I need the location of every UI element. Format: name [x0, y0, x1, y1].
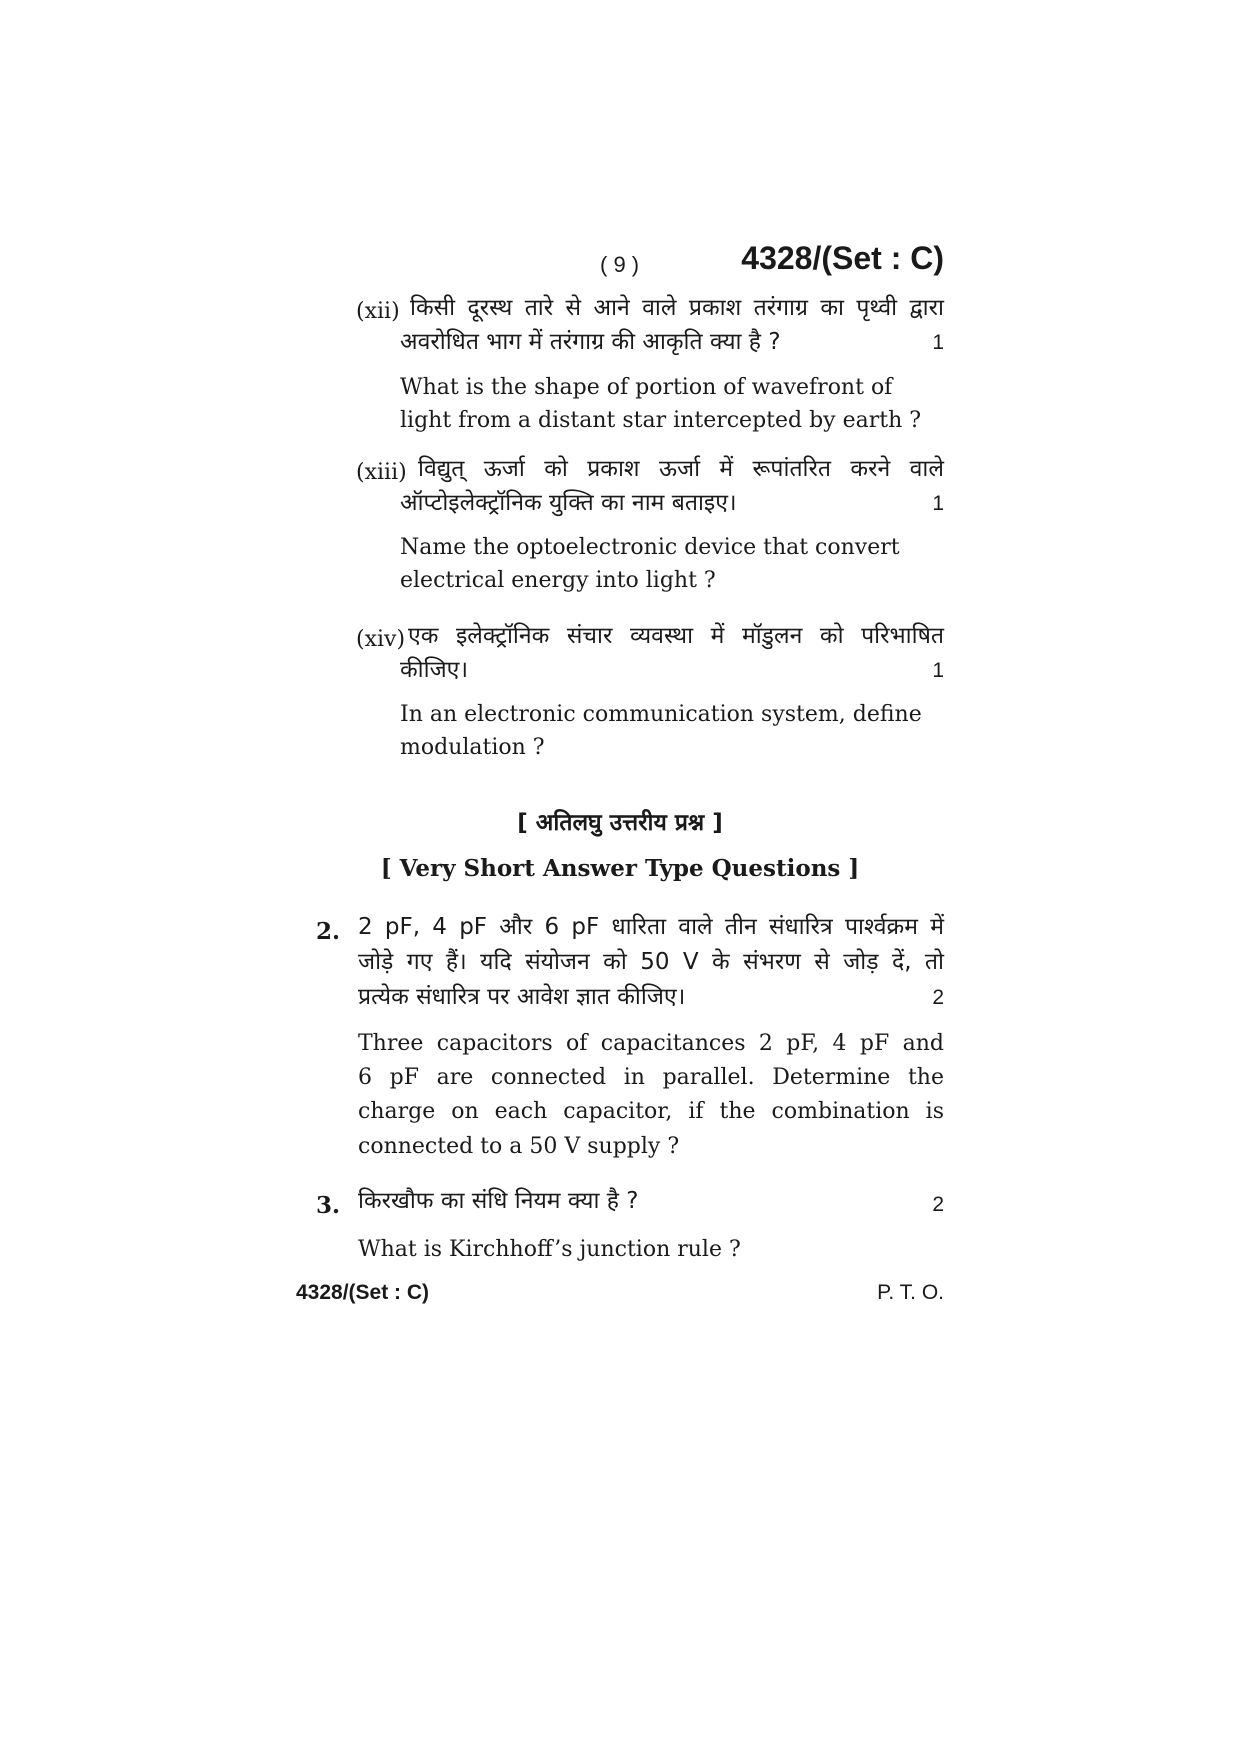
- question-label-xii: (xii): [356, 299, 400, 324]
- question-2-hindi-line3: प्रत्येक संधारित्र पर आवेश ज्ञात कीजिए।: [358, 984, 686, 1010]
- question-xii-hindi-line1: किसी दूरस्थ तारे से आने वाले प्रकाश तरंगाग्र का पृथ्वी द्वारा: [410, 295, 944, 321]
- question-3-english: What is Kirchhoff’s junction rule ?: [358, 1237, 741, 1262]
- question-number-2: 2.: [316, 918, 341, 945]
- question-2-english-line3: charge on each capacitor, if the combination is: [358, 1099, 944, 1124]
- question-xii-marks: 1: [932, 331, 944, 354]
- question-xii-hindi-line2: अवरोधित भाग में तरंगाग्र की आकृति क्या है ?: [400, 329, 781, 355]
- question-xiv-hindi-line2: कीजिए।: [400, 657, 469, 683]
- question-xiv-marks: 1: [932, 659, 944, 682]
- paper-code-header: 4328/(Set : C): [741, 240, 944, 276]
- question-2-hindi-line2: जोड़े गए हैं। यदि संयोजन को 50 V के संभरण से जोड़ दें, तो: [358, 949, 944, 975]
- question-label-xiv: (xiv): [356, 627, 406, 652]
- question-2-english-line4: connected to a 50 V supply ?: [358, 1134, 680, 1159]
- question-xii-english-line2: light from a distant star intercepted by earth ?: [400, 408, 922, 433]
- question-2-marks: 2: [932, 986, 944, 1009]
- question-2-english-line1: Three capacitors of capacitances 2 pF, 4 pF and: [358, 1031, 944, 1056]
- question-xiv-hindi-line1: एक इलेक्ट्रॉनिक संचार व्यवस्था में मॉडुलन को परिभाषित: [408, 623, 944, 649]
- question-3-hindi: किरखौफ का संधि नियम क्या है ?: [358, 1188, 639, 1214]
- question-xiv-english-line2: modulation ?: [400, 735, 545, 760]
- question-xiii-english-line1: Name the optoelectronic device that convert: [400, 535, 900, 560]
- question-2-hindi-line1: 2 pF, 4 pF और 6 pF धारिता वाले तीन संधारित्र पार्श्वक्रम में: [358, 914, 944, 940]
- question-xii-english-line1: What is the shape of portion of wavefront of: [400, 375, 893, 400]
- question-2-english-line2: 6 pF are connected in parallel. Determine the: [358, 1065, 944, 1090]
- question-xiii-hindi-line2: ऑप्टोइलेक्ट्रॉनिक युक्ति का नाम बताइए।: [400, 490, 737, 516]
- question-xiii-english-line2: electrical energy into light ?: [400, 568, 716, 593]
- question-xiii-marks: 1: [932, 492, 944, 515]
- paper-code-footer: 4328/(Set : C): [296, 1281, 430, 1304]
- question-xiii-hindi-line1: विद्युत् ऊर्जा को प्रकाश ऊर्जा में रूपांतरित करने वाले: [418, 456, 944, 482]
- section-heading-hindi: [ अतिलघु उत्तरीय प्रश्न ]: [517, 810, 723, 836]
- please-turn-over: P. T. O.: [877, 1281, 944, 1304]
- question-3-marks: 2: [932, 1193, 944, 1216]
- question-xiv-english-line1: In an electronic communication system, define: [400, 702, 922, 727]
- question-label-xiii: (xiii): [356, 460, 407, 485]
- section-heading-english: [ Very Short Answer Type Questions ]: [380, 855, 860, 882]
- page-number: ( 9 ): [600, 252, 640, 277]
- question-number-3: 3.: [316, 1192, 341, 1219]
